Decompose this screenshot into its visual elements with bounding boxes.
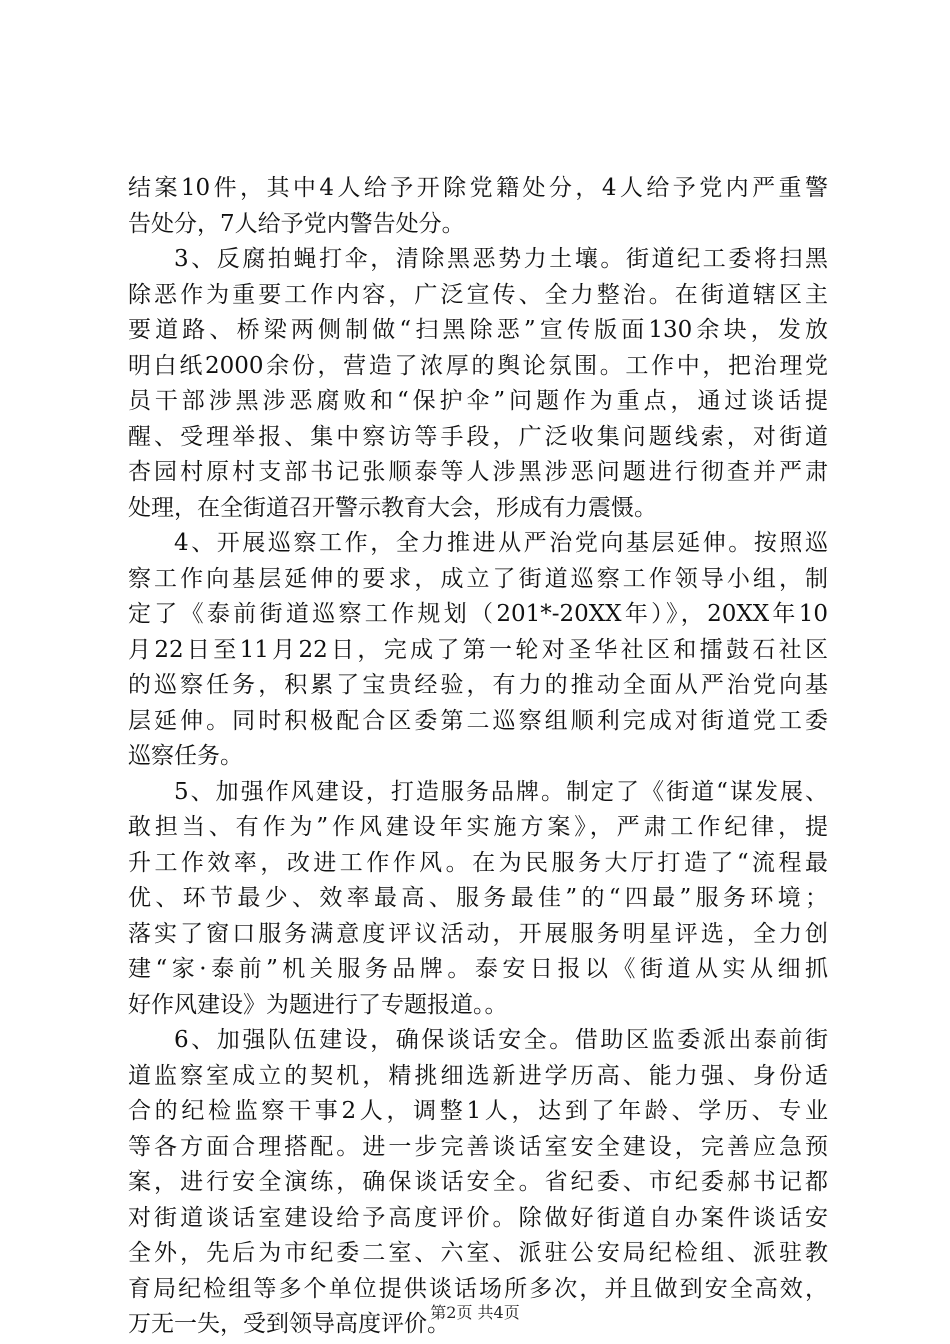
text-line: 的巡察任务，积累了宝贵经验，有力的推动全面从严治党向基 xyxy=(128,672,828,698)
text-line: 醒、受理举报、集中察访等手段，广泛收集问题线索，对街道 xyxy=(128,423,828,450)
text-line: 道监察室成立的契机，精挑细选新进学历高、能力强、身份适 xyxy=(128,1062,828,1089)
text-line: 处理，在全街道召开警示教育大会，形成有力震慑。 xyxy=(128,494,657,521)
text-line: 层延伸。同时积极配合区委第二巡察组顺利完成对街道党工委 xyxy=(128,707,828,734)
page-footer: 第2页 共4页 xyxy=(430,1303,520,1322)
text-line: 4、开展巡察工作，全力推进从严治党向基层延伸。按照巡 xyxy=(174,530,828,556)
text-line: 建“家·泰前”机关服务品牌。泰安日报以《街道从实从细抓 xyxy=(128,956,828,982)
text-line: 万无一失，受到领导高度评价。 xyxy=(128,1311,450,1337)
text-line: 对街道谈话室建设给予高度评价。除做好街道自办案件谈话安 xyxy=(128,1204,828,1231)
text-line: 定了《泰前街道巡察工作规划（201*-20XX年）》，20XX年10 xyxy=(128,601,828,627)
text-line: 明白纸2000余份，营造了浓厚的舆论氛围。工作中，把治理党 xyxy=(128,352,828,379)
text-line: 察工作向基层延伸的要求，成立了街道巡察工作领导小组，制 xyxy=(128,565,828,592)
text-line: 3、反腐拍蝇打伞，清除黑恶势力土壤。街道纪工委将扫黑 xyxy=(174,246,828,272)
text-line: 好作风建设》为题进行了专题报道。。 xyxy=(128,991,508,1018)
text-line: 优、环节最少、效率最高、服务最佳”的“四最”服务环境； xyxy=(128,885,828,911)
text-line: 5、加强作风建设，打造服务品牌。制定了《街道“谋发展、 xyxy=(174,778,828,805)
text-line: 案，进行安全演练，确保谈话安全。省纪委、市纪委郝书记都 xyxy=(128,1169,828,1195)
text-line: 育局纪检组等多个单位提供谈话场所多次，并且做到安全高效， xyxy=(128,1275,828,1302)
text-line: 要道路、桥梁两侧制做“扫黑除恶”宣传版面130余块，发放 xyxy=(128,317,828,343)
text-line: 合的纪检监察干事2人，调整1人，达到了年龄、学历、专业 xyxy=(128,1098,828,1124)
text-line: 告处分，7人给予党内警告处分。 xyxy=(128,210,465,237)
text-line: 6、加强队伍建设，确保谈话安全。借助区监委派出泰前街 xyxy=(174,1027,828,1053)
text-line: 杏园村原村支部书记张顺泰等人涉黑涉恶问题进行彻查并严肃 xyxy=(128,459,828,485)
text-line: 结案10件，其中4人给予开除党籍处分，4人给予党内严重警 xyxy=(128,175,828,201)
text-line: 落实了窗口服务满意度评议活动，开展服务明星评选，全力创 xyxy=(128,920,828,947)
text-line: 敢担当、有作为”作风建设年实施方案》，严肃工作纪律，提 xyxy=(128,814,828,840)
text-line: 升工作效率，改进工作作风。在为民服务大厅打造了“流程最 xyxy=(128,849,828,876)
text-line: 月22日至11月22日，完成了第一轮对圣华社区和擂鼓石社区 xyxy=(128,636,828,663)
text-line: 等各方面合理搭配。进一步完善谈话室安全建设，完善应急预 xyxy=(128,1133,828,1160)
text-line: 除恶作为重要工作内容，广泛宣传、全力整治。在街道辖区主 xyxy=(128,281,828,308)
text-line: 巡察任务。 xyxy=(128,743,243,769)
text-line: 全外，先后为市纪委二室、六室、派驻公安局纪检组、派驻教 xyxy=(128,1240,828,1266)
text-line: 员干部涉黑涉恶腐败和“保护伞”问题作为重点，通过谈话提 xyxy=(128,388,828,414)
document-body xyxy=(128,171,828,1343)
